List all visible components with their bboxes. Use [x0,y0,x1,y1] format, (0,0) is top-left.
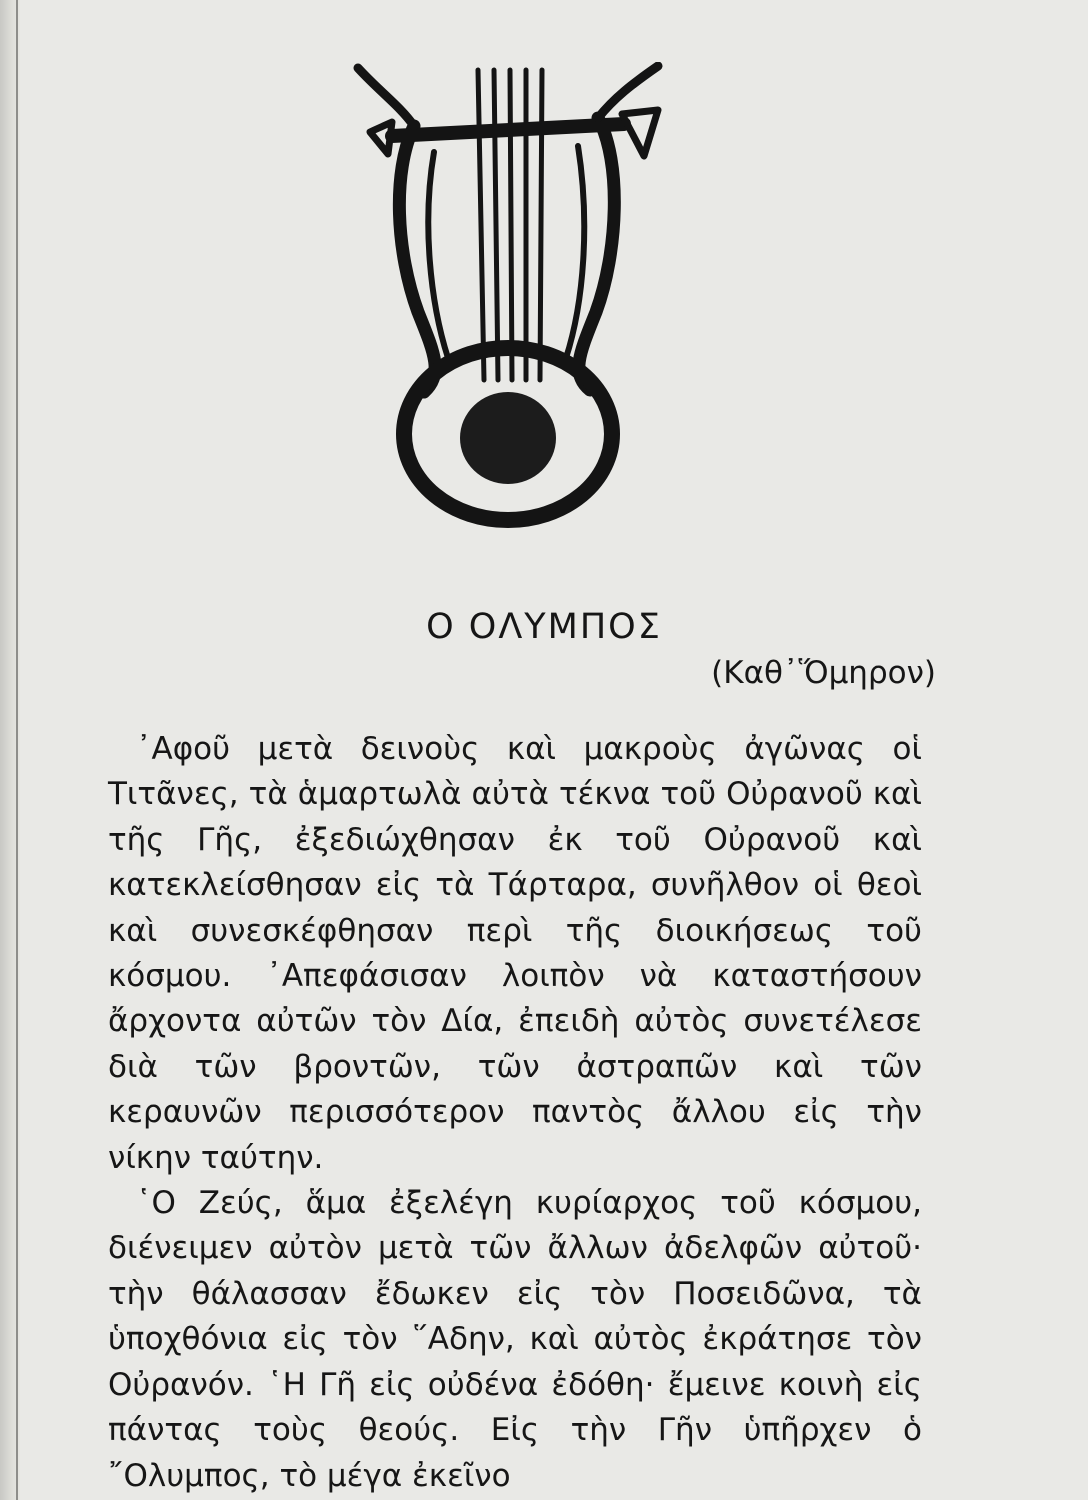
lyre-string [510,70,512,380]
lyre-left-horn [358,68,414,126]
binding-fold [16,0,18,1500]
lyre-icon [352,62,668,542]
lyre-string [494,70,498,380]
lyre-right-arm-inner [566,146,584,358]
lyre-soundhole [460,392,556,484]
paragraph: ῾Ο Ζεύς, ἅμα ἐξελέγη κυρίαρχος τοῦ κόσμου, διένειμεν αὐτὸν μετὰ τῶν ἄλλων ἀδελφῶν αὐτοῦ· τὴν θάλασσαν ἔδωκεν εἰς τὸν Ποσειδῶνα, τὰ ὑποχθόνια εἰς τὸν ῞Αδην, καὶ αὐτὸς ἐκράτησε τὸν Οὐρανόν. ῾Η Γῆ εἰς οὐδένα ἐδόθη· ἔμεινε κοινὴ εἰς πάντας τοὺς θεούς. Εἰς τὴν Γῆν ὑπῆρχεν ὁ ῎Ολυμπος, τὸ μέγα ἐκεῖνο [108,1185,922,1494]
page-title: Ο ΟΛΥΜΠΟΣ [426,607,662,647]
lyre-right-tab [622,110,658,156]
page-subtitle: (Καθ᾿Ὅμηρον) [711,655,936,691]
paragraph: ᾿Αφοῦ μετὰ δεινοὺς καὶ μακροὺς ἀγῶνας οἱ Τιτᾶνες, τὰ ἁμαρτωλὰ αὐτὰ τέκνα τοῦ Οὐρανοῦ καὶ τῆς Γῆς, ἐξεδιώχθησαν ἐκ τοῦ Οὐρανοῦ καὶ κατεκλείσθησαν εἰς τὰ Τάρταρα, συνῆλθον οἱ θεοὶ καὶ συνεσκέφθησαν περὶ τῆς διοικήσεως τοῦ κόσμου. ᾿Απεφάσισαν λοιπὸν νὰ καταστήσουν ἄρχοντα αὐτῶν τὸν Δία, ἐπειδὴ αὐτὸς συνετέλεσε διὰ τῶν βροντῶν, τῶν ἀστραπῶν καὶ τῶν κεραυνῶν περισσότερον παντὸς ἄλλου εἰς τὴν νίκην ταύτην. [108,731,922,1176]
lyre-left-arm-inner [428,152,448,358]
lyre-illustration [352,62,668,542]
body-text [108,727,922,1499]
lyre-string [478,70,484,380]
lyre-string [540,70,542,380]
lyre-left-tab [370,122,392,154]
